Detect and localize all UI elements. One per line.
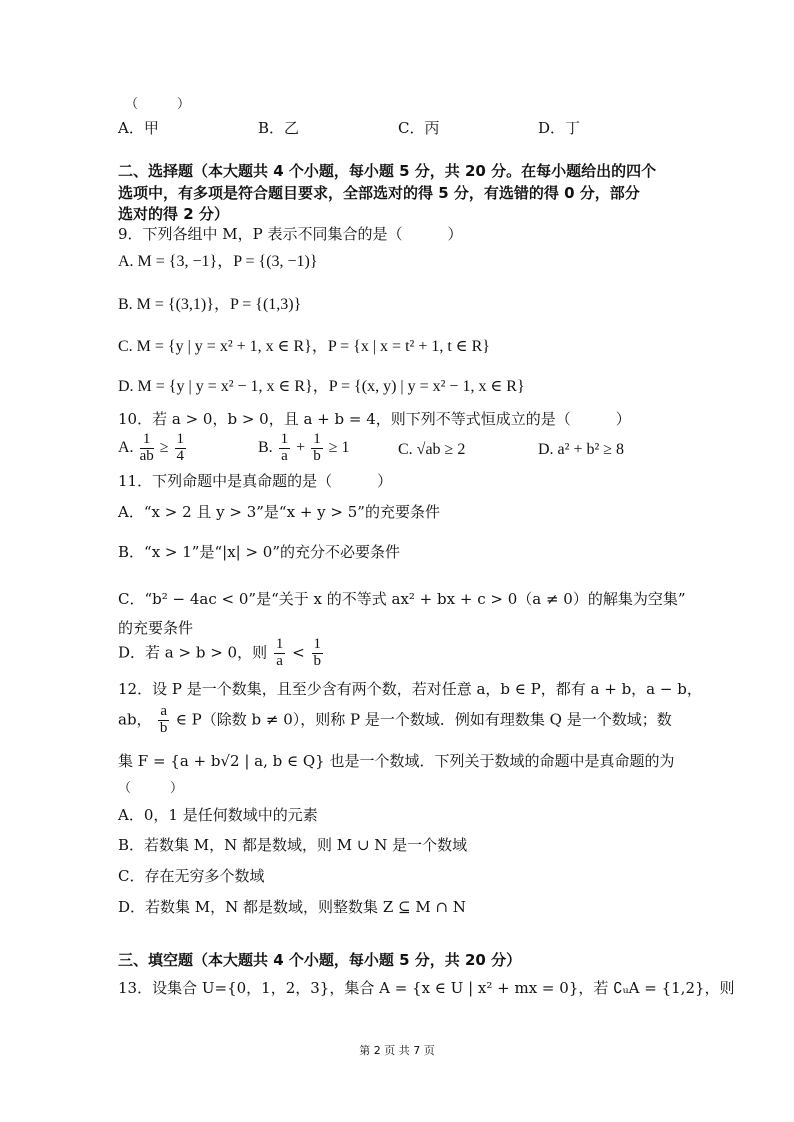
q8-option-b: B．乙 <box>258 119 300 137</box>
q8-option-a: A．甲 <box>118 119 159 137</box>
section2-heading-line2: 选项中，有多项是符合题目要求，全部选对的得 5 分，有选错的得 0 分，部分 <box>118 184 640 202</box>
q9-option-d: D. M = {y | y = x² − 1, x ∈ R}，P = {(x, y) | y = x² − 1, x ∈ R} <box>118 378 525 395</box>
q12-stem-line3: 集 F = {a + b√2 | a, b ∈ Q} 也是一个数域．下列关于数域的命题中是真命题的为 <box>118 752 675 770</box>
q10-option-b: B. $\frac{1}{a}$ + $\frac{1}{b}$ ≥ 1 <box>258 431 350 464</box>
page-footer: 第 2 页 共 7 页 <box>359 1044 435 1057</box>
q12-stem-line1: 12．设 P 是一个数集，且至少含有两个数，若对任意 a，b ∈ P，都有 a + b，a − b， <box>118 680 702 698</box>
q11-option-d: D．若 a > b > 0，则 $\frac{1}{a}$ < $\frac{1}{b}$ <box>118 636 322 669</box>
q13-stem: 13．设集合 U={0，1，2，3}，集合 A = {x ∈ U | x² + mx = 0}，若 ∁ᵤA = {1,2}，则 <box>118 979 735 997</box>
q12-option-c: C．存在无穷多个数域 <box>118 867 265 885</box>
q12-option-b: B．若数集 M，N 都是数域，则 M ∪ N 是一个数域 <box>118 836 468 854</box>
q11-stem: 11．下列命题中是真命题的是（ ） <box>118 472 393 490</box>
q11-option-c-line1: C．“b² − 4ac < 0”是“关于 x 的不等式 ax² + bx + c > 0（a ≠ 0）的解集为空集” <box>118 590 686 608</box>
section2-heading-line1: 二、选择题（本大题共 4 个小题，每小题 5 分，共 20 分。在每小题给出的四个 <box>118 162 657 180</box>
q11-option-c-line2: 的充要条件 <box>118 619 194 637</box>
q12-answer-paren: （ ） <box>118 781 184 796</box>
q10-stem: 10．若 a > 0，b > 0，且 a + b = 4，则下列不等式恒成立的是（ ） <box>118 410 631 428</box>
q9-option-c: C. M = {y | y = x² + 1, x ∈ R}，P = {x | x = t² + 1, t ∈ R} <box>118 338 490 355</box>
section2-heading-line3: 选对的得 2 分） <box>118 205 229 223</box>
q10-option-a: A. $\frac{1}{ab}$ ≥ $\frac{1}{4}$ <box>118 431 185 464</box>
q12-stem-line2: ab， $\frac{a}{b}$ ∈ P（除数 b ≠ 0），则称 P 是一个数域．例如有理数集 Q 是一个数域；数 <box>118 703 672 736</box>
q8-option-c: C．丙 <box>398 119 440 137</box>
q12-option-d: D．若数集 M，N 都是数域，则整数集 Z ⊆ M ∩ N <box>118 898 466 916</box>
q10-option-d: D. a² + b² ≥ 8 <box>538 441 625 458</box>
q11-option-b: B．“x > 1”是“|x| > 0”的充分不必要条件 <box>118 543 401 561</box>
q8-option-d: D．丁 <box>538 119 581 137</box>
q9-option-b: B. M = {(3,1)}，P = {(1,3)} <box>118 296 302 313</box>
section3-heading: 三、填空题（本大题共 4 个小题，每小题 5 分，共 20 分） <box>118 951 522 969</box>
q9-stem: 9．下列各组中 M，P 表示不同集合的是（ ） <box>118 225 463 243</box>
q12-option-a: A．0，1 是任何数域中的元素 <box>118 806 318 824</box>
q8-answer-paren: （ ） <box>125 97 191 112</box>
q11-option-a: A．“x > 2 且 y > 3”是“x + y > 5”的充要条件 <box>118 503 440 521</box>
q9-option-a: A. M = {3, −1}，P = {(3, −1)} <box>118 253 318 270</box>
q10-option-c: C. √ab ≥ 2 <box>398 441 466 458</box>
